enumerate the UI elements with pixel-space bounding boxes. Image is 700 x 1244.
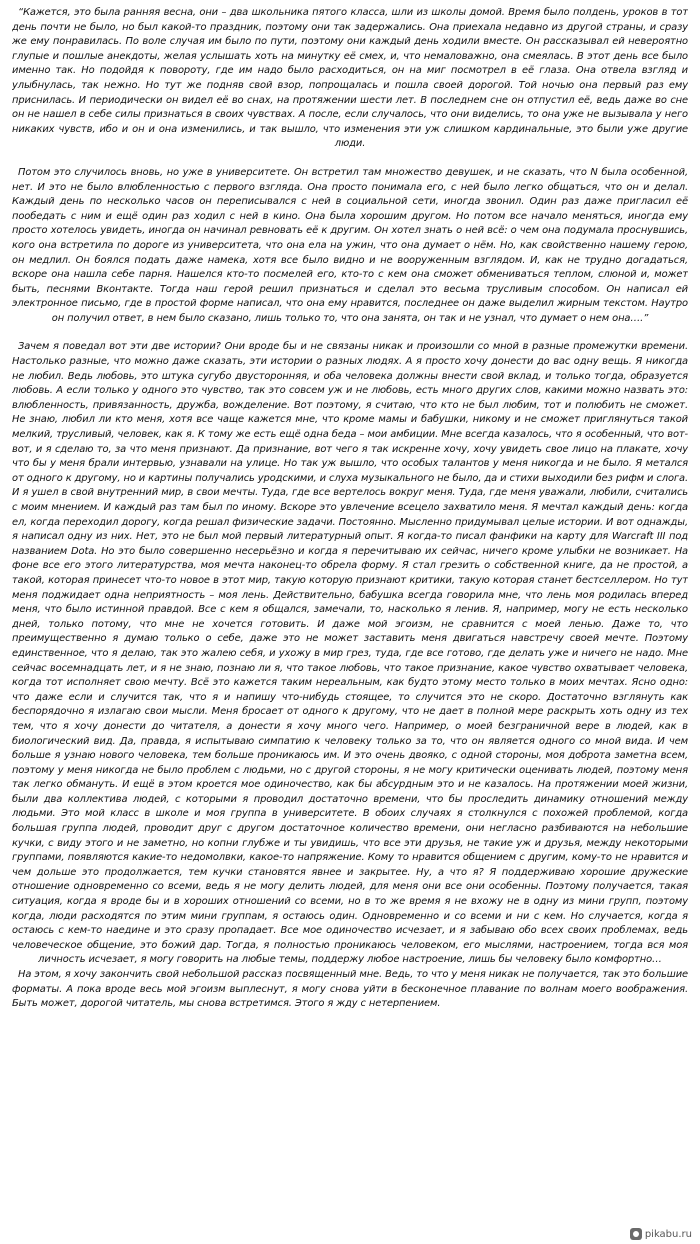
watermark [630, 1228, 692, 1240]
paragraph-gap [12, 152, 688, 166]
watermark-text: pikabu.ru [644, 1228, 692, 1240]
paragraph-story-two: Потом это случилось вновь, но уже в университете. Он встретил там множество девушек, и не сказать, что N была особенной, нет. И это не было влюбленностью с первого взгляда. Она просто понимала его, с ней было легко общаться, что он и делал. Каждый день по несколько часов он переписывался с ней в социальной сети, иногда звонил. Один раз даже пригласил её пообедать с ним и ещё один раз ходил с ней в кино. Она была хорошим другом. Но потом все начало меняться, иногда ему просто хотелось увидеть, иногда он начинал ревновать её к другим. Он хотел знать о ней всё: о чем она подумала проснувшись, кого она встретила по дороге из университета, что она ела на ужин, что она думает о нём. Но, как свойственно нашему герою, он медлил. Он боялся подать даже намека, хотя все было видно и не вооруженным взглядом. И, как не трудно догадаться, вскоре она нашла себе парня. Нашелся кто-то посмелей его, кто-то с кем она сможет обмениваться теплом, слюной и, может быть, песнями Вконтакте. Тогда наш герой решил признаться и сделал это весьма трусливым способом. Он написал ей электронное письмо, где в простой форме написал, что она ему нравится, последнее он даже выделил жирным текстом. Наутро он получил ответ, в нем было сказано, лишь только то, что она занята, он так и не узнал, что думает о нем она….” [12, 166, 688, 324]
pikabu-logo-icon [630, 1228, 642, 1240]
document-body [12, 6, 688, 1216]
paragraph-story-one: “Кажется, это была ранняя весна, они – два школьника пятого класса, шли из школы домой. Время было полдень, уроков в тот день почти не было, но был какой-то праздник, поэтому они так задержались. Она приехала недавно из другой страны, и сразу же ему понравилась. По воле случая им было по пути, поэтому они каждый день ходили вместе. Он рассказывал ей невероятно глупые и пошлые анекдоты, желая услышать хоть на минутку её смех, и, что немаловажно, она смеялась. В этот день все было именно так. Но подойдя к повороту, где им надо было расходиться, он на миг посмотрел в её глаза. Она отвела взгляд и улыбнулась, так нежно. Но тут же подняв свой взор, попрощалась и пошла своей дорогой. Той ночью она первый раз ему приснилась. И периодически он видел её во снах, на протяжении шести лет. В последнем сне он отпустил её, ведь даже во сне он не нашел в себе силы признаться в своих чувствах. А после, если случалось, что они виделись, то она уже не вызывала у него никаких чувств, ибо и он и она изменились, и так вышло, что изменения эти уж слишком кардинальные, это были уже другие люди. [12, 7, 688, 150]
paragraph-gap [12, 326, 688, 340]
paragraph-reflection: Зачем я поведал вот эти две истории? Они вроде бы и не связаны никак и произошли со мной в разные промежутки времени. Настолько разные, что можно даже сказать, эти истории о разных людях. А я просто хочу донести до вас одну вещь. Я никогда не любил. Ведь любовь, это штука сугубо двусторонняя, и оба человека должны внести свой вклад, и только тогда, образуется любовь. А если только у одного это чувство, так это совсем уж и не любовь, есть много других слов, какими можно назвать это: влюбленность, привязанность, дружба, вожделение. Вот поэтому, я считаю, что кто не был любим, тот и полюбить не сможет. Не знаю, любил ли кто меня, хотя все чаще кажется мне, что кроме мамы и бабушки, никому и не сможет приглянуться такой мелкий, трусливый, человек, как я. К тому же есть ещё одна беда – мои амбиции. Мне всегда казалось, что я особенный, что вот-вот, и я сделаю то, за что меня признают. Да признание, вот чего я так искренне хочу, хочу увидеть свое лицо на плакате, хочу что бы у меня брали интервью, узнавали на улице. Но так уж вышло, что особых талантов у меня никогда и не было. Я метался от одного к другому, но и картины получались уродскими, и слуха музыкального не было, да и стихи выходили без рифм и слога. И я ушел в свой внутренний мир, в свои мечты. Туда, где все вертелось вокруг меня. Туда, где меня уважали, любили, считались с моим мнением. И каждый раз там был по иному. Вскоре это увлечение всецело захватило меня. Я мечтал каждый день: когда ел, когда переходил дорогу, когда решал физические задачи. Постоянно. Мысленно придумывал целые истории. И вот однажды, я написал одну из них. Нет, это не был мой первый литературный опыт. Я когда-то писал фанфики на карту для Warcraft III под названием Dota. Но это было совершенно несерьёзно и когда я перечитываю их сейчас, ничего кроме улыбки не возникает. На фоне все его этого литературства, моя мечта наконец-то обрела форму. Я стал грезить о собственной книге, да не простой, а такой, которая принесет что-то новое в этот мир, такую которую признают критики, такую которая станет бестселлером. Но тут меня поджидает одна неприятность – моя лень. Действительно, бабушка всегда говорила мне, что лень моя родилась вперед меня, что было истинной правдой. Все с кем я общался, замечали, то, насколько я ленив. Я, например, могу не есть несколько дней, только потому, что мне не хочется готовить. И даже мой эгоизм, не сравнится с моей ленью. Даже то, что преимущественно я думаю только о себе, даже это не может заставить меня двигаться навстречу своей мечте. Поэтому единственное, что я делаю, так это жалею себя, и ухожу в мир грез, туда, где все готово, где делать уже и ничего не надо. Мне сейчас восемнадцать лет, и я не знаю, познаю ли я, что такое любовь, что такое признание, какое чувство охватывает человека, когда тот исполняет свою мечту. Всё это кажется таким нереальным, как будто этому место только в моих мечтах. Ясно одно: что даже если и случится так, что я и напишу что-нибудь стоящее, то случится это не скоро. Достаточно взглянуть как беспорядочно я излагаю свои мысли. Меня бросает от одного к другому, что не дает в полной мере раскрыть хоть одну из тех тем, что я хочу донести до читателя, а донести я хочу много чего. Например, о моей безграничной вере в людей, как в биологический вид. Да, правда, я испытываю симпатию к человеку только за то, что он является одного со мной вида. И чем больше я узнаю нового человека, тем больше проникаюсь им. И это очень двояко, с одной стороны, моя доброта заметна всем, поэтому у меня никогда не было проблем с людьми, но с другой стороны, я не могу критически оценивать людей, поэтому меня так легко обмануть. И ещё в этом кроется мое одиночество, как бы абсурдным это и не казалось. На протяжении моей жизни, были два коллектива людей, с которыми я проводил достаточно времени, что бы проследить динамику отношений между людьми. Это мой класс в школе и моя группа в университете. В обоих случаях я столкнулся с похожей проблемой, когда большая группа людей, проводит друг с другом достаточное количество времени, они негласно разбиваются на небольшие кучки, с виду этого и не заметно, но копни глубже и ты увидишь, что все эти друзья, не такие уж и друзья, между некоторыми группами, появляются какие-то недомолвки, какое-то напряжение. Кому то нравится общением с другим, кому-то не нравится и чем дольше это продолжается, тем кучки становятся явнее и закрытее. Ну, а что я? Я поддерживаю хорошие дружеские отношение одновременно со всеми, ведь я не могу делить людей, для меня они все они особенны. Поэтому получается, такая ситуация, когда я вроде бы и в хороших отношений со всеми, но в то же время я не вхожу не в одну из мини групп, поэтому когда, люди расходятся по этим мини группам, я остаюсь один. Одновременно и со всеми и ни с кем. Но случается, когда я остаюсь с кем-то наедине и это сразу пропадает. Все мое одиночество исчезает, и я забываю обо всех своих проблемах, ведь человеческое общение, это божий дар. Тогда, я полностью проникаюсь человеком, его мыслями, настроением, тогда вся моя личность исчезает, я могу говорить на любые темы, поддержу любое настроение, лишь бы человеку было комфортно… [12, 341, 688, 966]
paragraph-conclusion: На этом, я хочу закончить свой небольшой рассказ посвященный мне. Ведь, то что у меня никак не получается, так это большие форматы. А пока вроде весь мой эгоизм выплеснут, я могу снова уйти в бесконечное плавание по волнам моего воображения. Быть может, дорогой читатель, мы снова встретимся. Этого я жду с нетерпением. [12, 969, 688, 1010]
